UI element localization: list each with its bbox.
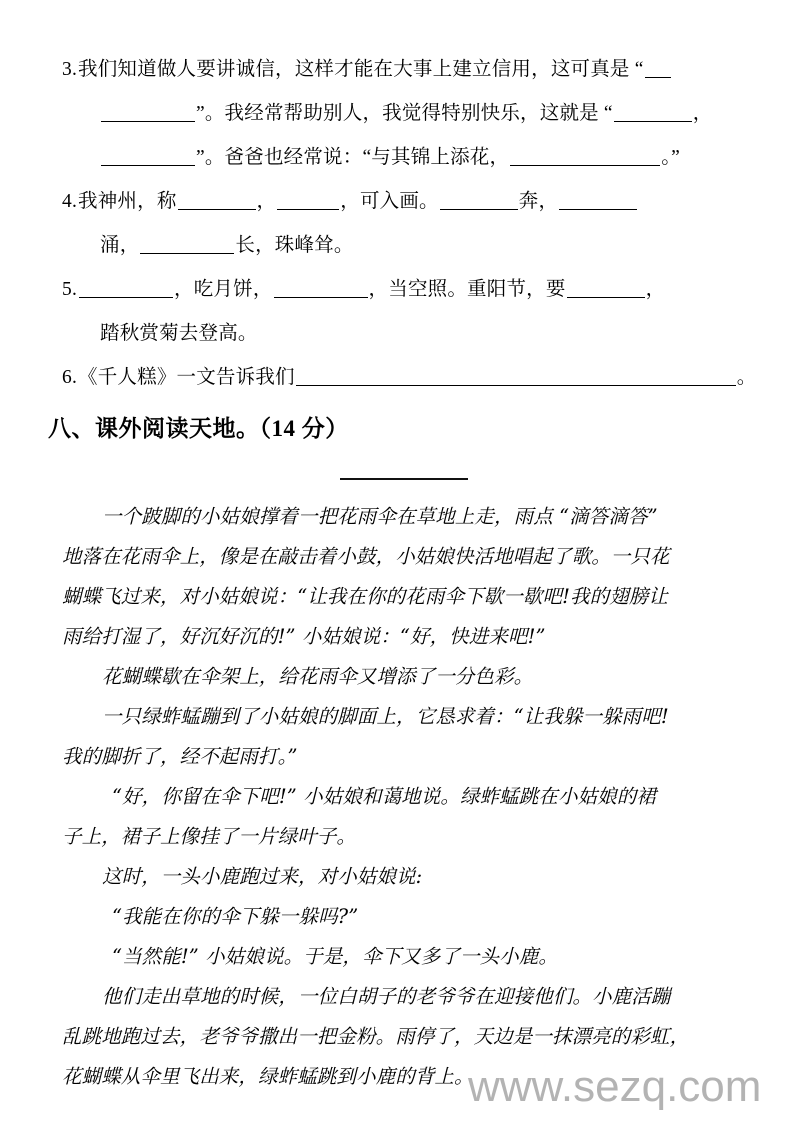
- passage-line: 我的脚折了，经不起雨打。”: [62, 745, 298, 768]
- question-line: [62, 136, 752, 180]
- question-line: [62, 268, 752, 312]
- passage-line: 这时，一头小鹿跑过来，对小姑娘说:: [102, 865, 423, 888]
- answer-blank[interactable]: [567, 280, 645, 298]
- passage-title-blank: [340, 478, 468, 480]
- question-text: 。”: [661, 147, 681, 168]
- question-line: [62, 312, 752, 356]
- question-text: ，可入画。: [340, 191, 439, 212]
- site-watermark: www.sezq.com: [468, 1062, 762, 1111]
- answer-blank[interactable]: [140, 236, 234, 254]
- answer-blank[interactable]: [645, 60, 671, 78]
- question-line: [62, 48, 752, 92]
- question-text: 奔，: [518, 191, 559, 212]
- question-line: [62, 356, 757, 400]
- passage-line: 一只绿蚱蜢蹦到了小姑娘的脚面上，它恳求着：“让我躲一躲雨吧!: [102, 705, 669, 728]
- question-item: [62, 48, 752, 180]
- answer-blank[interactable]: [440, 192, 518, 210]
- question-line: [62, 180, 752, 224]
- passage-line: 花蝴蝶从伞里飞出来，绿蚱蜢跳到小鹿的背上。: [62, 1065, 474, 1088]
- answer-blank[interactable]: [101, 148, 195, 166]
- question-item: [62, 180, 752, 268]
- question-text: 《千人糕》一文告诉我们: [78, 367, 295, 388]
- passage-line: 雨给打湿了，好沉好沉的!” 小姑娘说：“好，快进来吧!”: [62, 625, 546, 648]
- question-item: [62, 356, 757, 400]
- question-number: 6.: [62, 367, 78, 388]
- answer-blank[interactable]: [79, 280, 173, 298]
- answer-blank[interactable]: [296, 368, 736, 386]
- question-text: ”。爸爸也经常说：“与其锦上添花，: [196, 147, 510, 168]
- passage-line: 乱跳地跑过去，老爷爷撒出一把金粉。雨停了，天边是一抹漂亮的彩虹，: [62, 1025, 690, 1048]
- passage-line: 子上，裙子上像挂了一片绿叶子。: [62, 825, 357, 848]
- answer-blank[interactable]: [510, 148, 660, 166]
- question-text: 。: [736, 367, 757, 388]
- answer-blank[interactable]: [559, 192, 637, 210]
- question-number: 3.: [62, 59, 78, 80]
- question-line: [62, 92, 752, 136]
- passage-line: 花蝴蝶歇在伞架上，给花雨伞又增添了一分色彩。: [102, 665, 534, 688]
- passage-line: 他们走出草地的时候，一位白胡子的老爷爷在迎接他们。小鹿活蹦: [102, 985, 671, 1008]
- reading-passage: [62, 497, 752, 1097]
- question-text: ，吃月饼，: [174, 279, 273, 300]
- question-text: 涌，: [100, 235, 140, 256]
- question-line: [62, 224, 752, 268]
- answer-blank[interactable]: [178, 192, 256, 210]
- answer-blank[interactable]: [277, 192, 339, 210]
- question-item: [62, 268, 752, 356]
- fill-in-blank-questions: [62, 48, 757, 400]
- question-text: ，当空照。重阳节，要: [368, 279, 566, 300]
- section-heading: 八、课外阅读天地。（14 分）: [48, 416, 349, 441]
- passage-line: “当然能!” 小姑娘说。于是，伞下又多了一头小鹿。: [112, 945, 558, 968]
- question-text: ”。我经常帮助别人，我觉得特别快乐，这就是 “: [196, 103, 613, 124]
- question-number: 4.: [62, 191, 78, 212]
- answer-blank[interactable]: [274, 280, 368, 298]
- passage-line: “我能在你的伞下躲一躲吗?”: [112, 905, 359, 928]
- passage-line: 一个跛脚的小姑娘撑着一把花雨伞在草地上走，雨点 “滴答滴答”: [102, 505, 658, 528]
- question-number: 5.: [62, 279, 78, 300]
- question-text: ，: [645, 279, 666, 300]
- answer-blank[interactable]: [614, 104, 692, 122]
- question-text: ，: [256, 191, 277, 212]
- passage-line: 蝴蝶飞过来，对小姑娘说：“让我在你的花雨伞下歇一歇吧!我的翅膀让: [62, 585, 669, 608]
- question-text: ，: [692, 103, 713, 124]
- question-text: 踏秋赏菊去登高。: [100, 323, 258, 344]
- passage-line: 地落在花雨伞上，像是在敲击着小鼓，小姑娘快活地唱起了歌。一只花: [62, 545, 670, 568]
- passage-line: “好，你留在伞下吧!” 小姑娘和蔼地说。绿蚱蜢跳在小姑娘的裙: [112, 785, 656, 808]
- question-text: 长，珠峰耸。: [235, 235, 354, 256]
- answer-blank[interactable]: [101, 104, 195, 122]
- question-text: 我们知道做人要讲诚信，这样才能在大事上建立信用，这可真是 “: [78, 59, 644, 80]
- question-text: 我神州，称: [78, 191, 177, 212]
